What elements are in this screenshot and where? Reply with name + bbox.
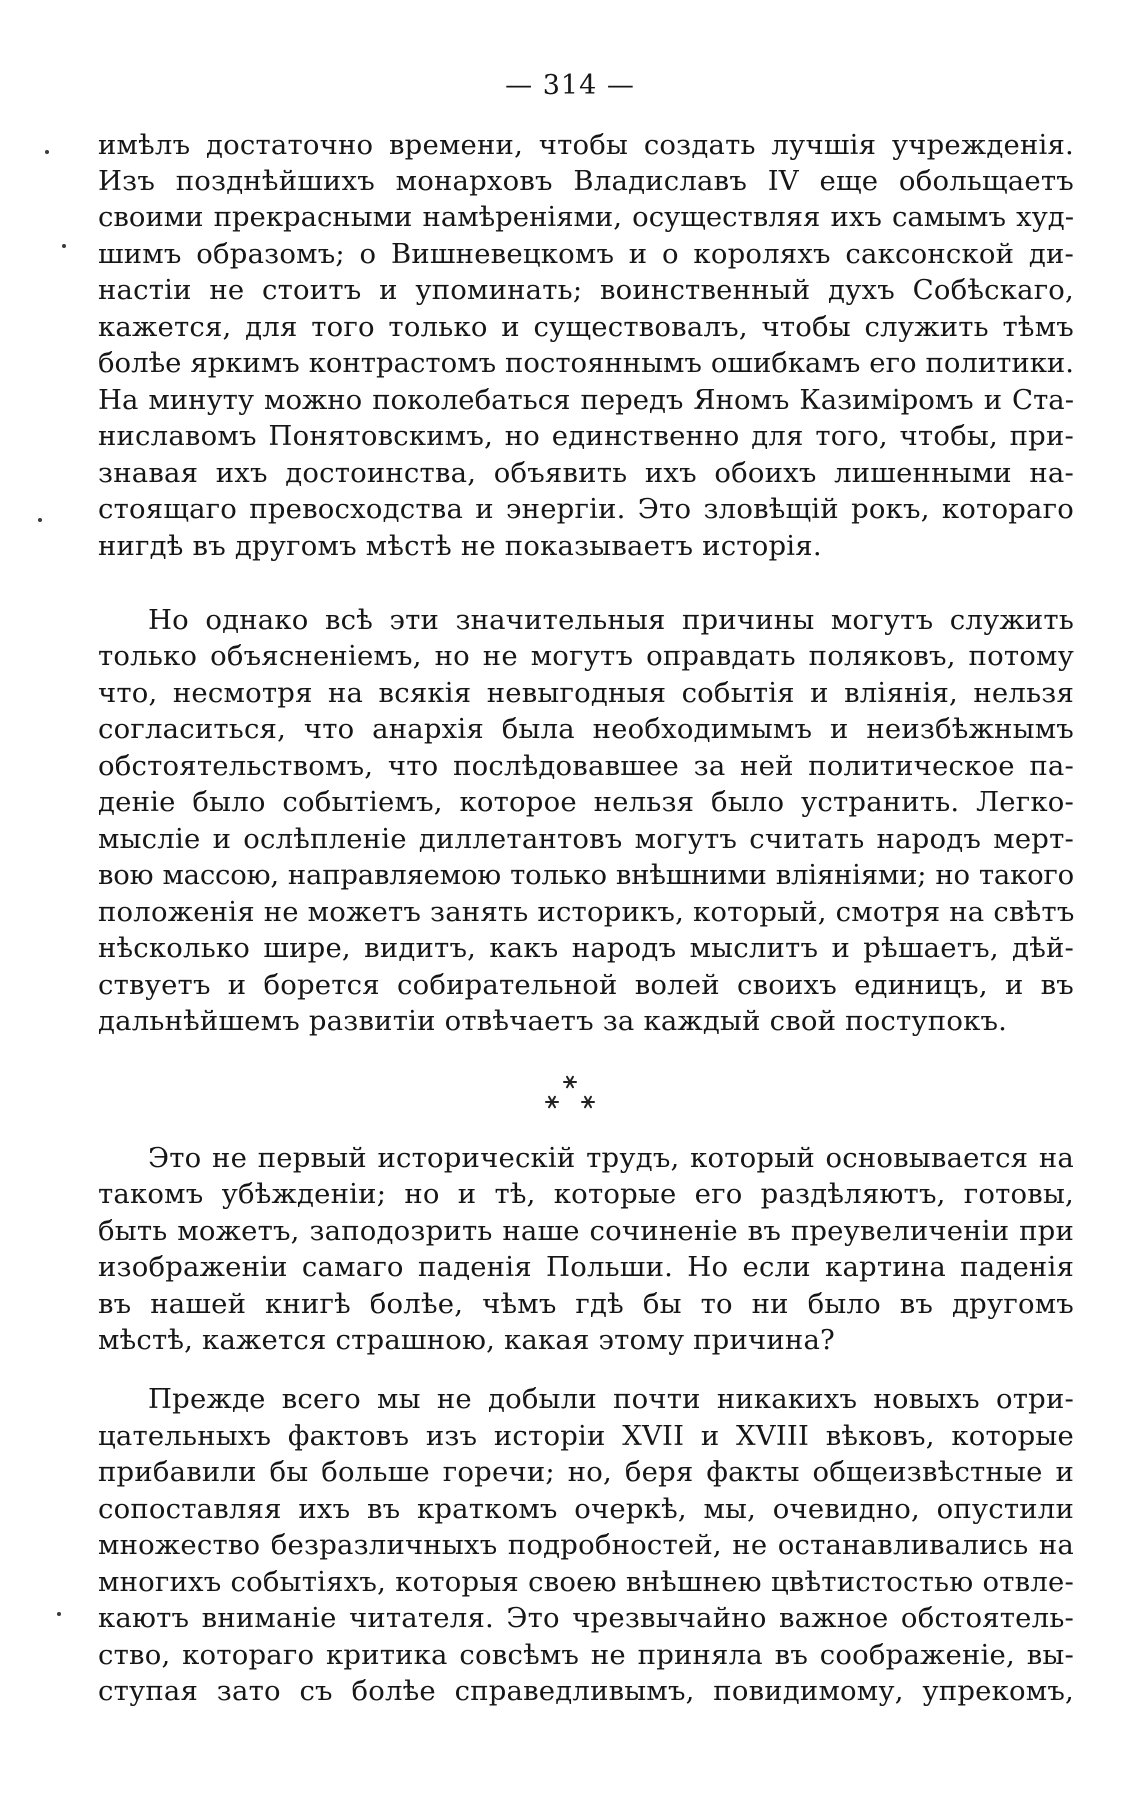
text-line: стоящаго превосходства и энергіи. Это зловѣщій рокъ, котораго [98, 493, 1074, 525]
scan-speck [38, 518, 42, 522]
text-line: кажется, для того только и существовалъ, чтобы служить тѣмъ [98, 311, 1074, 343]
text-line: согласиться, что анархія была необходимымъ и неизбѣжнымъ [98, 713, 1074, 745]
page-number: — 314 — [505, 70, 635, 101]
text-line: такомъ убѣжденіи; но и тѣ, которые его раздѣляютъ, готовы, [98, 1178, 1074, 1210]
text-line: только объясненіемъ, но не могутъ оправдать поляковъ, потому [98, 640, 1074, 672]
section-asterism [0, 1072, 1140, 1112]
text-line: Это не первый историческій трудъ, который основывается на [148, 1142, 1074, 1174]
text-line: На минуту можно поколебаться передъ Яномъ Казиміромъ и Ста- [98, 384, 1074, 416]
text-line: многихъ событіяхъ, которыя своею внѣшнею цвѣтистостью отвле- [98, 1566, 1074, 1598]
text-line: въ нашей книгѣ болѣе, чѣмъ гдѣ бы то ни было въ другомъ [98, 1288, 1074, 1320]
text-line: своими прекрасными намѣреніями, осуществляя ихъ самымъ худ- [98, 201, 1074, 233]
text-line: настіи не стоитъ и упоминать; воинственный духъ Собѣскаго, [98, 274, 1074, 306]
text-line: Прежде всего мы не добыли почти никакихъ новыхъ отри- [148, 1383, 1074, 1415]
text-line: имѣлъ достаточно времени, чтобы создать лучшія учрежденія. [98, 129, 1074, 161]
text-line: изображеніи самаго паденія Польши. Но если картина паденія [98, 1251, 1074, 1283]
text-line: множество безразличныхъ подробностей, не останавливались на [98, 1529, 1074, 1561]
scan-speck [57, 1612, 61, 1616]
scan-speck [45, 150, 49, 154]
text-line: Но однако всѣ эти значительныя причины могутъ служить [148, 604, 1074, 636]
text-line: прибавили бы больше горечи; но, беря факты общеизвѣстные и [98, 1456, 1074, 1488]
text-line: ниславомъ Понятовскимъ, но единственно для того, чтобы, при- [98, 420, 1074, 452]
text-line: деніе было событіемъ, которое нельзя было устранить. Легко- [98, 786, 1074, 818]
text-line: каютъ вниманіе читателя. Это чрезвычайно важное обстоятель- [98, 1602, 1074, 1634]
text-line: положенія не можетъ занять историкъ, который, смотря на свѣтъ [98, 896, 1075, 928]
text-line: ступая зато съ болѣе справедливымъ, повидимому, упрекомъ, [98, 1675, 1074, 1707]
text-line: Изъ позднѣйшихъ монарховъ Владиславъ IV еще обольщаетъ [98, 165, 1074, 197]
text-line: мысліе и ослѣпленіе диллетантовъ могутъ считать народъ мерт- [98, 823, 1074, 855]
text-line: что, несмотря на всякія невыгодныя событія и вліянія, нельзя [98, 677, 1074, 709]
asterism-icon [535, 1072, 605, 1112]
text-line: мѣстѣ, кажется страшною, какая этому причина? [98, 1324, 835, 1356]
text-line: знавая ихъ достоинства, объявить ихъ обоихъ лишенными на- [98, 457, 1074, 489]
scan-speck [62, 244, 66, 248]
text-line: болѣе яркимъ контрастомъ постояннымъ ошибкамъ его политики. [98, 347, 1074, 379]
text-line: ство, котораго критика совсѣмъ не приняла въ соображеніе, вы- [98, 1639, 1074, 1671]
text-line: дальнѣйшемъ развитіи отвѣчаетъ за каждый свой поступокъ. [98, 1005, 1008, 1037]
text-line: быть можетъ, заподозрить наше сочиненіе въ преувеличеніи при [98, 1215, 1074, 1247]
text-line: цательныхъ фактовъ изъ исторіи XVII и XVIII вѣковъ, которые [98, 1420, 1074, 1452]
text-line: ствуетъ и борется собирательной волей своихъ единицъ, и въ [98, 969, 1074, 1001]
text-line: шимъ образомъ; о Вишневецкомъ и о короляхъ саксонской ди- [98, 238, 1074, 270]
text-line: обстоятельствомъ, что послѣдовавшее за ней политическое па- [98, 750, 1074, 782]
text-line: вою массою, направляемою только внѣшними вліяніями; но такого [98, 859, 1074, 891]
text-line: нигдѣ въ другомъ мѣстѣ не показываетъ исторія. [98, 530, 822, 562]
text-line: нѣсколько шире, видитъ, какъ народъ мыслитъ и рѣшаетъ, дѣй- [98, 932, 1074, 964]
text-line: сопоставляя ихъ въ краткомъ очеркѣ, мы, очевидно, опустили [98, 1493, 1074, 1525]
